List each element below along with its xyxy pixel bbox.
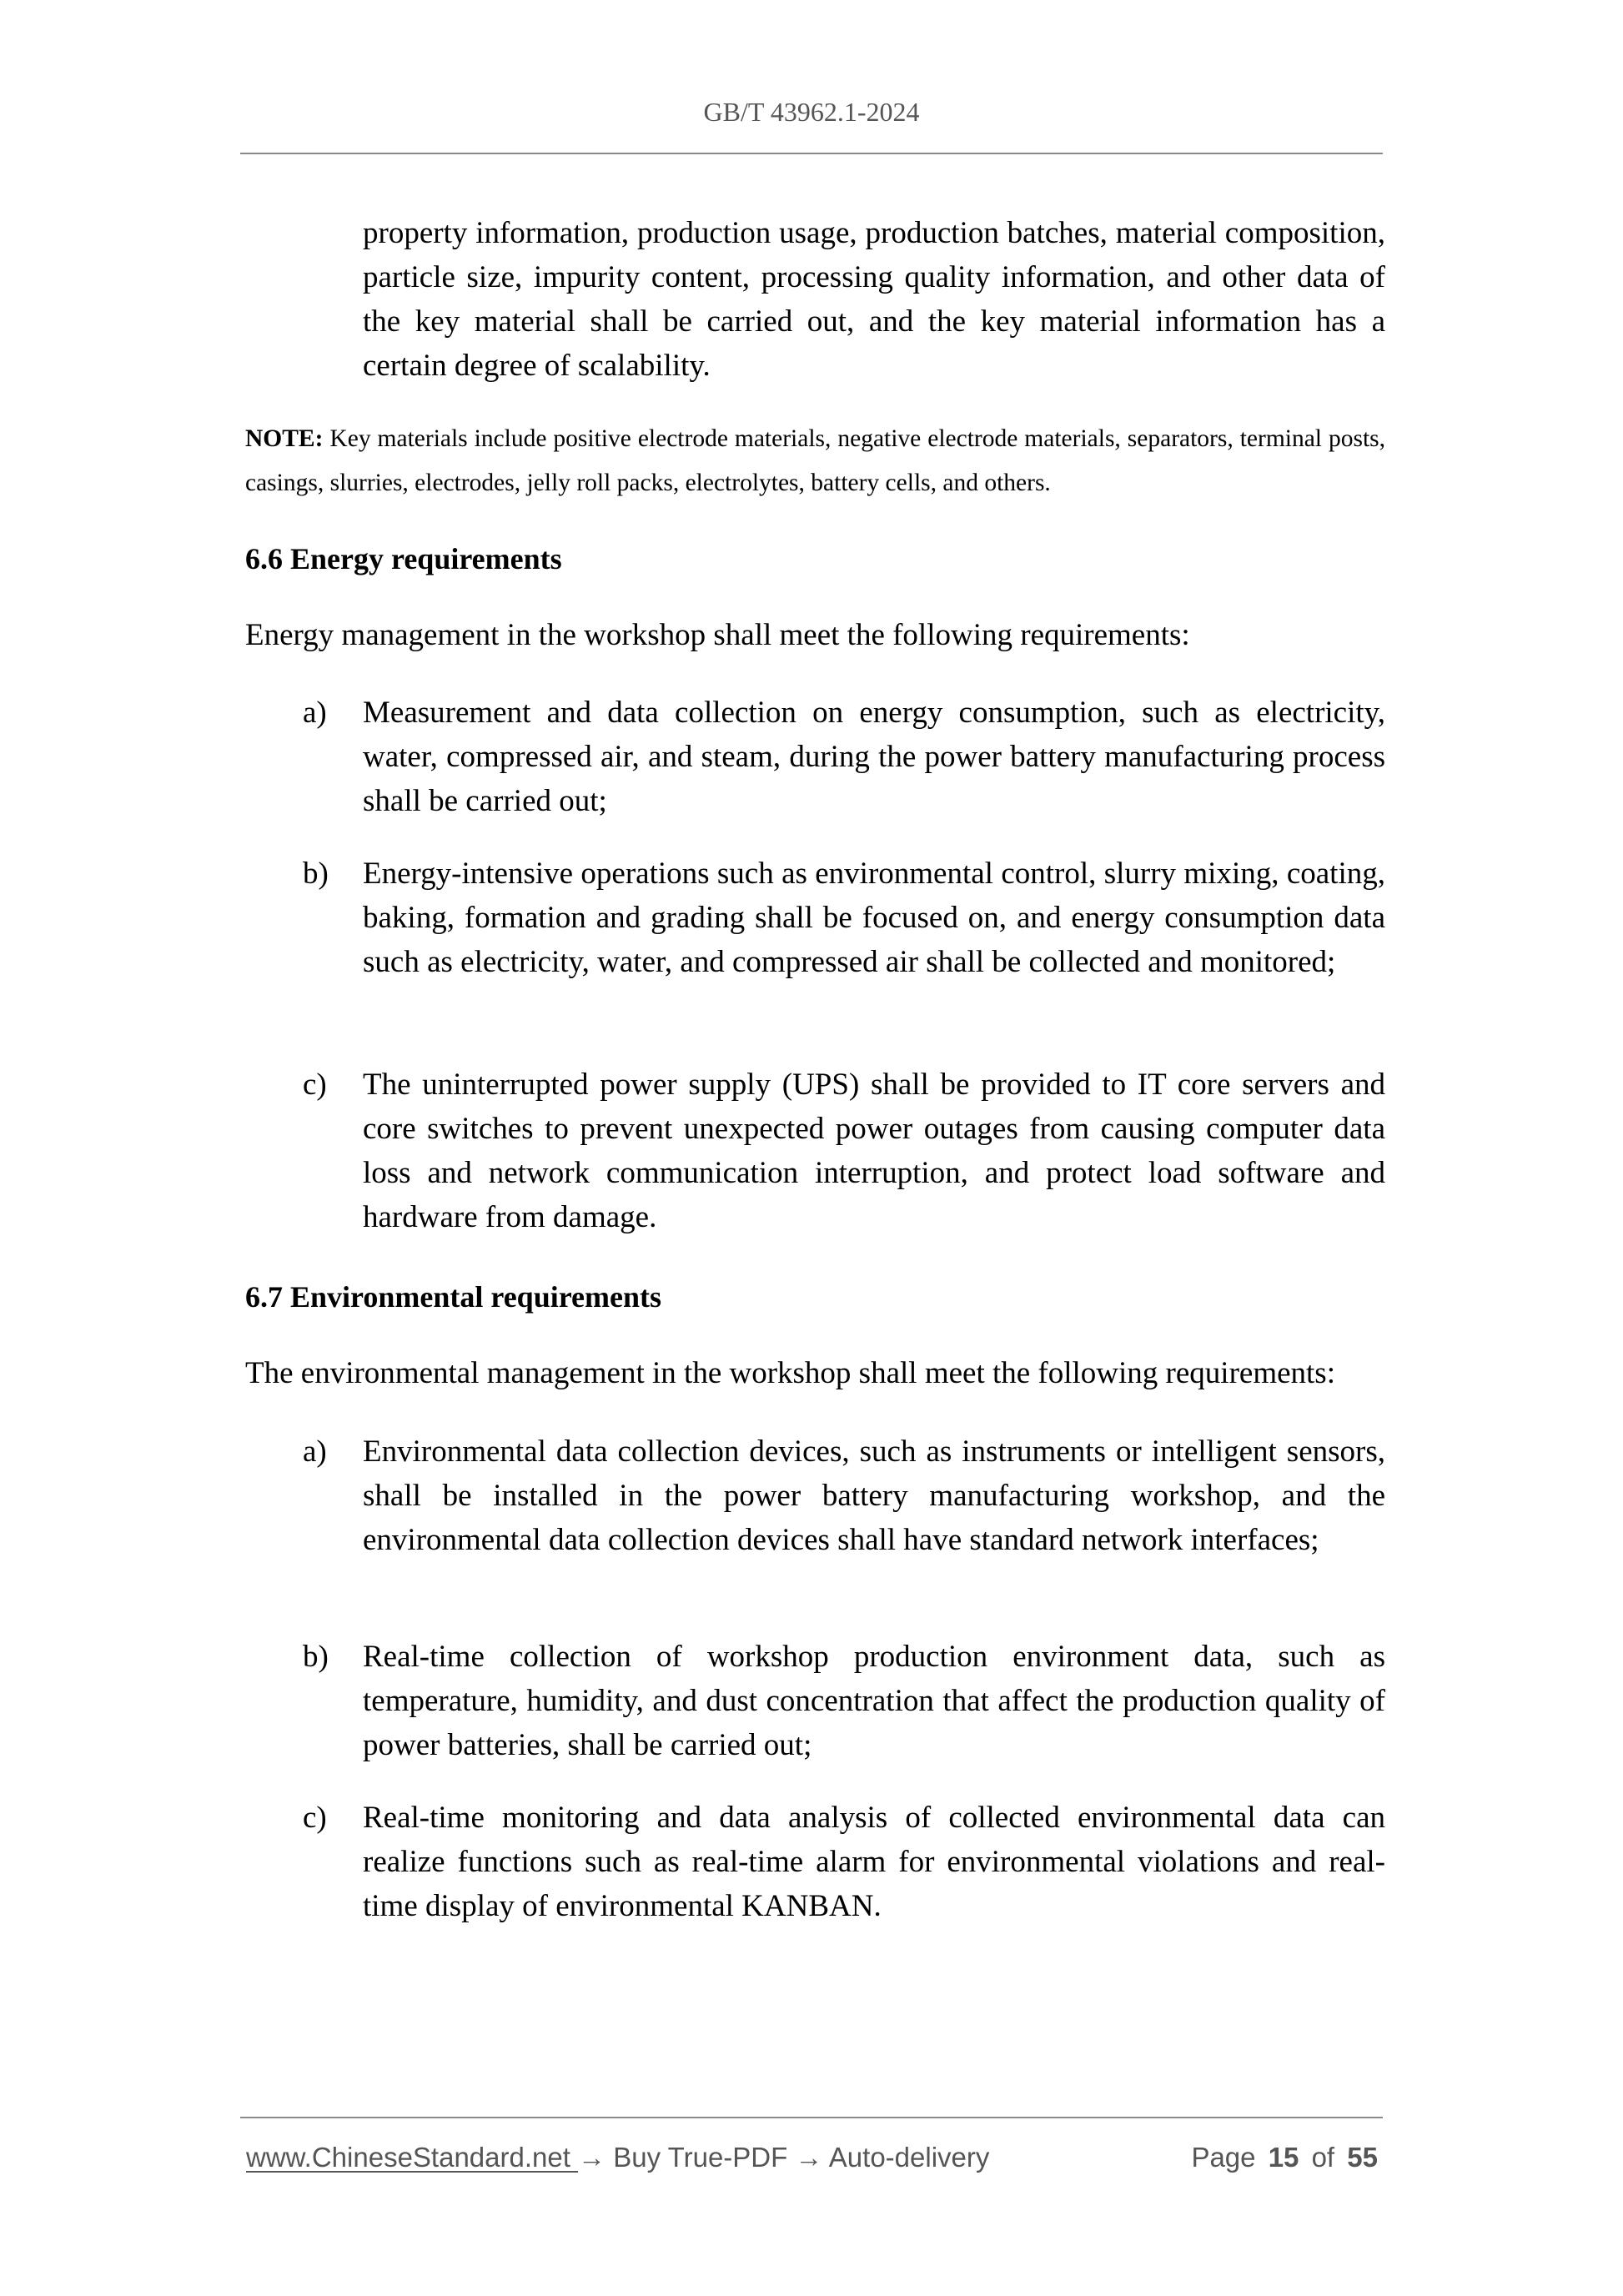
website-link[interactable]: www.ChineseStandard.net: [246, 2142, 579, 2173]
list-item-label: a): [303, 1434, 327, 1469]
page-indicator: [1191, 2141, 1378, 2174]
page-of-label: of: [1311, 2142, 1335, 2173]
page-label: Page: [1191, 2142, 1256, 2173]
page-current: 15: [1268, 2142, 1299, 2173]
list-item-text: Environmental data collection devices, such as instruments or intelligent sensors, shall be installed in the power battery manufacturing workshop, and the environmental data collection devices shall have standard network interfaces;: [363, 1434, 1385, 1557]
note-text: Key materials include positive electrode materials, negative electrode materials, separators, terminal posts, casings, slurries, electrodes, jelly roll packs, electrolytes, battery cells, and others.: [245, 425, 1386, 496]
document-code-header: GB/T 43962.1-2024: [703, 97, 920, 127]
list-item-text: Measurement and data collection on energy consumption, such as electricity, water, compressed air, and steam, during the power battery manufacturing process shall be carried out;: [363, 696, 1385, 818]
list-item-label: b): [303, 857, 329, 891]
section-intro-6-7: The environmental management in the workshop shall meet the following requirements:: [245, 1356, 1335, 1390]
page-total: 55: [1347, 2142, 1378, 2173]
list-item-text: Energy-intensive operations such as environmental control, slurry mixing, coating, baking, formation and grading shall be focused on, and energy consumption data such as electricity, water, and compressed air shall be collected and monitored;: [363, 857, 1385, 979]
section-heading-6-6: 6.6 Energy requirements: [245, 542, 562, 575]
list-item-text: Real-time monitoring and data analysis of collected environmental data can realize functions such as real-time alarm for environmental violations and real-time display of environmental KANBAN.: [363, 1801, 1385, 1923]
list-item-label: a): [303, 696, 327, 730]
arrow-right-icon: →: [795, 2142, 823, 2173]
arrow-right-icon: →: [578, 2142, 606, 2173]
list-item-label: b): [303, 1640, 329, 1674]
list-item-text: The uninterrupted power supply (UPS) shall be provided to IT core servers and core switches to prevent unexpected power outages from causing computer data loss and network communication interruption, and protect load software and hardware from damage.: [363, 1068, 1385, 1234]
section-intro-6-6: Energy management in the workshop shall meet the following requirements:: [245, 618, 1190, 652]
list-item-label: c): [303, 1801, 327, 1835]
section-heading-6-7: 6.7 Environmental requirements: [245, 1280, 662, 1314]
continuation-paragraph: property information, production usage, production batches, material composition, particle size, impurity content, processing quality information, and other data of the key material shall be carried out, and the key material information has a certain degree of scalability.: [363, 216, 1385, 383]
footer-step-delivery: Auto-delivery: [822, 2142, 990, 2173]
note-label: NOTE:: [245, 425, 324, 452]
footer-step-buy: Buy True-PDF: [605, 2142, 796, 2173]
header-divider: [240, 153, 1383, 154]
footer-promo: [246, 2141, 989, 2174]
list-item-text: Real-time collection of workshop production environment data, such as temperature, humidity, and dust concentration that affect the production quality of power batteries, shall be carried out;: [363, 1640, 1385, 1762]
list-item-label: c): [303, 1068, 327, 1102]
note-block: [245, 417, 1385, 505]
footer-divider: [240, 2117, 1383, 2118]
